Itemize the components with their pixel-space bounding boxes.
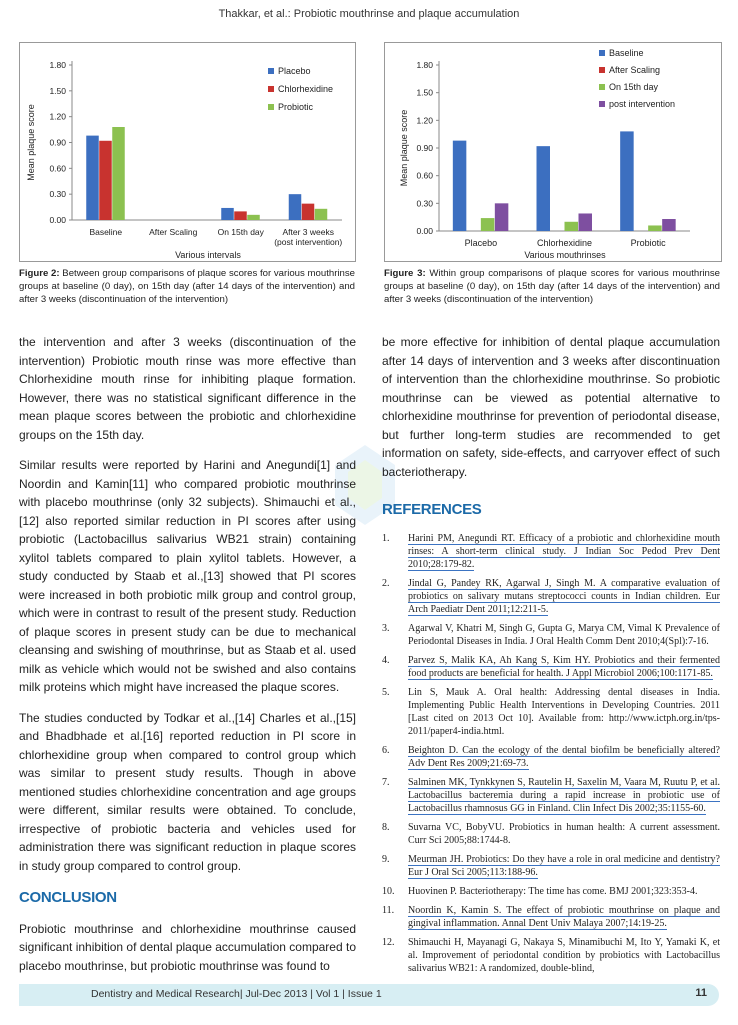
- bar: [86, 136, 99, 220]
- x-tick-label: [274, 227, 342, 247]
- reference-text[interactable]: Meurman JH. Probiotics: Do they have a role in oral medicine and dentistry? Eur J Oral Sci 2005;113:188-96.: [408, 853, 720, 878]
- figure-2-caption: [19, 267, 355, 306]
- x-tick-label-line: After 3 weeks: [282, 227, 334, 237]
- y-tick-label: 0.30: [49, 189, 66, 200]
- y-tick-label: 1.20: [416, 115, 433, 126]
- bar: [247, 215, 260, 220]
- right-text-column: [382, 333, 720, 981]
- reference-item[interactable]: [382, 577, 720, 616]
- reference-text: Shimauchi H, Mayanagi G, Nakaya S, Minamibuchi M, Ito Y, Yamaki K, et al. Improvement of periodontal condition by probiotics with Lactobacillus salivarius WB21: A randomized, double-blind,: [408, 936, 720, 974]
- bar: [565, 222, 579, 231]
- reference-item[interactable]: [382, 853, 720, 879]
- reference-text[interactable]: Parvez S, Malik KA, Ah Kang S, Kim HY. Probiotics and their fermented food products are beneficial for health. J Appl Microbiol 2006;100:1171-85.: [408, 654, 720, 679]
- y-tick-label: 0.60: [416, 170, 433, 181]
- reference-text: Lin S, Mauk A. Oral health: Addressing dental diseases in India. Implementing Public Health Interventions in Developing Countries. 2011 [Last cited on 2013 Oct 10]. Available from: http://www.ictph.org.in/tps-2011/paper4-india.html.: [408, 686, 720, 737]
- bar: [662, 219, 676, 231]
- reference-item[interactable]: [382, 532, 720, 571]
- legend-label: Baseline: [609, 48, 644, 58]
- reference-text[interactable]: Noordin K, Kamin S. The effect of probiotic mouthrinse on plaque and gingival inflammation. Annal Dent Univ Malaya 2007;14:19-25.: [408, 904, 720, 929]
- page-footer: [19, 984, 719, 1006]
- legend-label: On 15th day: [609, 82, 659, 92]
- legend-swatch: [268, 68, 274, 74]
- bar: [234, 211, 247, 220]
- x-tick-label: Baseline: [89, 227, 123, 237]
- bar: [453, 141, 467, 231]
- reference-number: 2.: [382, 577, 390, 589]
- y-tick-label: 0.90: [416, 143, 433, 153]
- figure-2-caption-label: Figure 2:: [19, 268, 60, 279]
- figure-3-caption: [384, 267, 720, 306]
- reference-number: 4.: [382, 654, 390, 666]
- bar: [315, 209, 328, 220]
- left-paragraph-3: The studies conducted by Todkar et al.,[14] Charles et al.,[15] and Bhadbhade et al.[16] reported reduction in PI score in chlorhexidine group when compared to control group which was similar to present study results. Though in above mentioned studies chlorhexidine concentration and age groups were different, similar results were obtained. To conclude, irrespective of probiotic bacteria and vehicles used for administration there was significant reduction in plaque scores in study group compared to control group.: [19, 710, 356, 873]
- legend-label: post intervention: [609, 99, 676, 109]
- reference-number: 11.: [382, 904, 395, 916]
- y-tick-label: 1.20: [49, 111, 66, 122]
- reference-item: [382, 821, 720, 847]
- running-head: Thakkar, et al.: Probiotic mouthrinse and plaque accumulation: [218, 8, 520, 20]
- reference-list: [382, 532, 720, 975]
- reference-number: 6.: [382, 744, 390, 756]
- figure-2-caption-text: Between group comparisons of plaque scores for various mouthrinse groups at baseline (0 day), on 15th day (after 14 days of the intervention) and after 3 weeks (discontinuation of the intervention): [19, 268, 355, 305]
- reference-item[interactable]: [382, 654, 720, 680]
- reference-text: Huovinen P. Bacteriotherapy: The time has come. BMJ 2001;323:353-4.: [408, 885, 698, 897]
- footer-journal-info: Dentistry and Medical Research| Jul-Dec 2013 | Vol 1 | Issue 1: [91, 988, 382, 1000]
- reference-text[interactable]: Beighton D. Can the ecology of the dental biofilm be beneficially altered? Adv Dent Res 2009;21:69-73.: [408, 744, 720, 769]
- bar: [579, 213, 593, 231]
- reference-number: 1.: [382, 532, 390, 544]
- legend-swatch: [599, 67, 605, 73]
- page-number: 11: [695, 987, 707, 999]
- left-paragraph-2: Similar results were reported by Harini and Anegundi[1] and Noordin and Kamin[11] who compared probiotic mouthrinse with placebo mouthrinse (only 32 subjects). Shimauchi et al.,[12] also reported similar reduction in PI scores after using probiotic (Lactobacillus salivarius WB21 strain) containing xylitol tablets compared to plain xylitol tablets. However, a study conducted by Staab et al.,[13] showed that PI scores were increased in both probiotic milk group and control group, which were in contrast to result of the present study. Reduction of plaque scores in present study can be due to mechanical cleansing and swishing of mouthrinse, but as Staab et al. used milk as vehicle which would not be swished and also contains milk proteins which might have increased the plaque scores.: [19, 458, 356, 694]
- references-heading: REFERENCES: [382, 501, 482, 518]
- reference-item: [382, 622, 720, 648]
- legend-swatch: [268, 86, 274, 92]
- bar: [620, 131, 634, 231]
- bar: [221, 208, 234, 220]
- figure-3-caption-text: Within group comparisons of plaque scores for various mouthrinse groups at baseline (0 day), on 15th day (after 14 days of the intervention) and after 3 weeks (discontinuation of the intervention): [384, 268, 720, 305]
- y-tick-label: 0.00: [49, 215, 66, 225]
- bar: [481, 218, 495, 231]
- figure-3-chart: [384, 42, 722, 262]
- y-tick-label: 1.80: [49, 60, 66, 70]
- x-axis-label: Various mouthrinses: [524, 250, 606, 260]
- reference-number: 3.: [382, 622, 390, 634]
- y-tick-label: 1.80: [416, 60, 433, 70]
- x-tick-label-line: (post intervention): [274, 237, 343, 247]
- y-tick-label: 1.50: [416, 87, 433, 98]
- reference-number: 5.: [382, 686, 390, 698]
- x-tick-label: Chlorhexidine: [536, 238, 593, 248]
- left-text-column: [19, 333, 356, 987]
- left-paragraph-1: the intervention and after 3 weeks (discontinuation of the intervention) Probiotic mouth rinse was more effective than Chlorhexidine mouth rinse for inhibiting plaque formation. However, there was no statistical significant difference in the mean plaque scores between the probiotic and chlorhexidine groups on the 15th day.: [19, 335, 356, 442]
- y-tick-label: 1.50: [49, 85, 66, 96]
- reference-number: 9.: [382, 853, 390, 865]
- bar: [537, 146, 551, 231]
- right-paragraph-1: be more effective for inhibition of dental plaque accumulation after 14 days of intervention and 3 weeks after discontinuation of intervention than the chlorhexidine mouthrinse. So probiotic mouthrinse can be viewed as potential alternative to chlorhexidine mouthrinse for prevention of periodontal disease, but further long-term studies are recommended to get information on safety, side-effects, and carryover effect of such bacteriotherapy.: [382, 335, 720, 479]
- bar: [302, 204, 315, 220]
- y-tick-label: 0.00: [416, 226, 433, 236]
- y-tick-label: 0.90: [49, 137, 66, 148]
- bar: [99, 141, 112, 220]
- reference-text[interactable]: Salminen MK, Tynkkynen S, Rautelin H, Saxelin M, Vaara M, Ruutu P, et al. Lactobacillus bacteremia during a rapid increase in probiotic use of Lactobacillus rhamnosus GG in Finland. Clin Infect Dis 2002;35:1155-60.: [408, 776, 720, 814]
- left-paragraph-4: Probiotic mouthrinse and chlorhexidine mouthrinse caused significant inhibition of dental plaque accumulation compared to placebo mouthrinse, but probiotic mouthrinse was found to: [19, 921, 356, 973]
- x-tick-label: Placebo: [464, 238, 498, 248]
- y-axis-label: Mean plaque score: [399, 109, 409, 187]
- legend-label: After Scaling: [609, 65, 661, 75]
- x-tick-label: On 15th day: [217, 227, 264, 237]
- figure-2-chart: [19, 42, 356, 262]
- reference-number: 10.: [382, 885, 395, 897]
- x-tick-label: After Scaling: [149, 227, 198, 237]
- legend-swatch: [599, 50, 605, 56]
- y-tick-label: 0.30: [416, 198, 433, 209]
- figure-3-caption-label: Figure 3:: [384, 268, 426, 279]
- legend-label: Probiotic: [278, 102, 314, 112]
- y-axis-label: Mean plaque score: [26, 104, 36, 181]
- reference-item: [382, 936, 720, 975]
- reference-item[interactable]: [382, 776, 720, 815]
- legend-swatch: [599, 101, 605, 107]
- reference-text: Agarwal V, Khatri M, Singh G, Gupta G, Marya CM, Vimal K Prevalence of Periodontal Diseases in India. J Oral Health Comm Dent 2010;4(Spl):7-16.: [408, 622, 720, 647]
- figure-3-svg: [385, 43, 721, 261]
- legend-swatch: [599, 84, 605, 90]
- bar: [112, 127, 125, 220]
- y-tick-label: 0.60: [49, 163, 66, 174]
- bar: [648, 225, 662, 231]
- reference-item[interactable]: [382, 904, 720, 930]
- figure-2-svg: [20, 43, 355, 261]
- x-tick-label: Probiotic: [630, 238, 666, 248]
- legend-label: Placebo: [278, 66, 311, 76]
- reference-number: 12.: [382, 936, 395, 948]
- legend-swatch: [268, 104, 274, 110]
- x-axis-label: Various intervals: [175, 250, 241, 260]
- reference-item: [382, 885, 720, 898]
- reference-text: Suvarna VC, BobyVU. Probiotics in human health: A current assessment. Curr Sci 2005;88:1744-8.: [408, 821, 720, 846]
- bar: [289, 194, 302, 220]
- legend-label: Chlorhexidine: [278, 84, 334, 94]
- reference-number: 7.: [382, 776, 390, 788]
- reference-number: 8.: [382, 821, 390, 833]
- reference-item: [382, 686, 720, 738]
- bar: [495, 203, 509, 231]
- reference-text[interactable]: Jindal G, Pandey RK, Agarwal J, Singh M. A comparative evaluation of probiotics on salivary mutans streptococci counts in Indian children. Eur Arch Paediatr Dent 2011;12:211-5.: [408, 577, 720, 615]
- reference-item[interactable]: [382, 744, 720, 770]
- conclusion-heading: CONCLUSION: [19, 889, 117, 906]
- reference-text[interactable]: Harini PM, Anegundi RT. Efficacy of a probiotic and chlorhexidine mouth rinses: A short-term clinical study. J Indian Soc Pedod Prev Dent 2010;28:179-82.: [408, 532, 720, 570]
